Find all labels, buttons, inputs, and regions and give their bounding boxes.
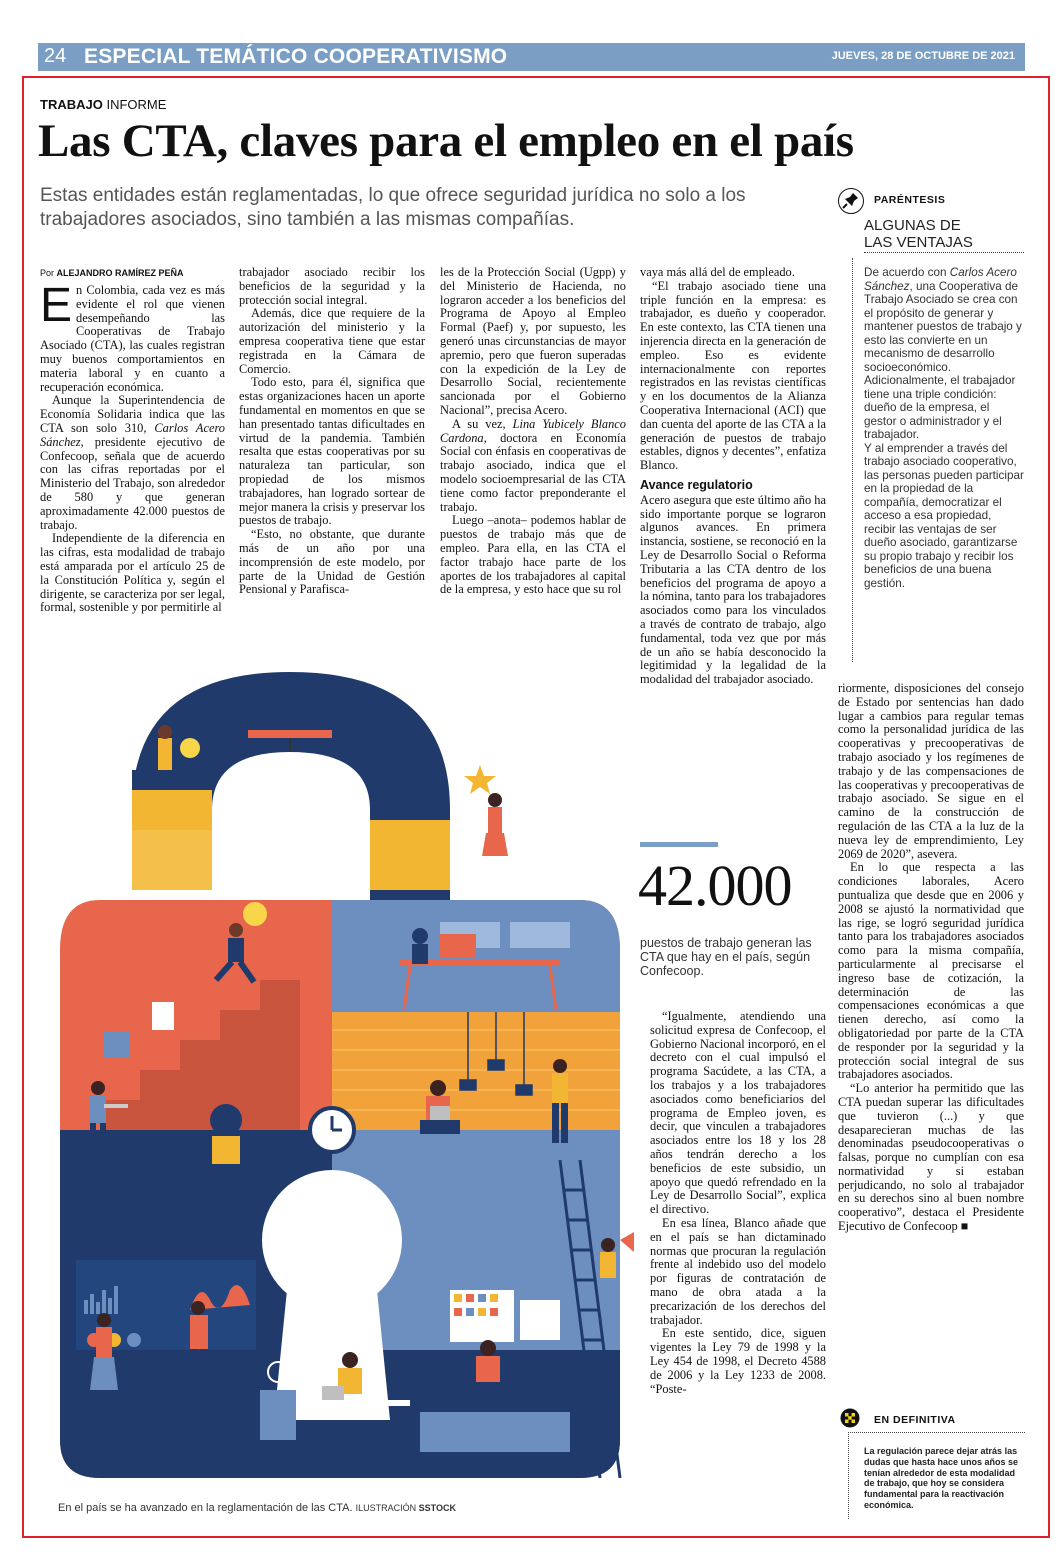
bignum-accent-bar [640, 842, 718, 847]
column-4: vaya más allá del de empleado. “El trabajo asociado tiene una triple función en la empresa: es trabajador, es dueño y cooperador. En este contexto, las CTA tienen una injerencia directa en la generación de empleo. Eso es evidente internacionalmente con reportes registrados en las revistas científicas y en los documentos de la Alianza Cooperativa Internacional (ACI) que dan cuenta del aporte de las CTA a la generación de puestos de trabajo estables, dignos y decentes”, enfatiza Blanco. Avance regulatorio Acero asegura que este último año ha sido importante porque se lograron algunos avances. En primera instancia, sostiene, se reconoció en la Ley de Desarrollo Social o Reforma Tributaria a las CTA dentro de los beneficios del programa de apoyo a la nómina, tanto para los trabajadores asociados como para los vinculados a través de contrato de trabajo, algo fundamental, toda vez que por más de un año se había desconocido la legitimidad y la legalidad de la modalidad del trabajador asociado. [640, 265, 826, 687]
subhead-avance-regulatorio: Avance regulatorio [640, 477, 753, 492]
sidebar-text: De acuerdo con Carlos Acero Sánchez, una Cooperativa de Trabajo Asociado se crea con el propósito de generar y mantener puestos de trabajo y esto las convierte en un mecanismo de desarrollo socioeconómico. Adicionalmente, el trabajador tiene una triple condición: dueño de la empresa, el gestor o administrador y el trabajador. Y al emprender a través del trabajo asociado cooperativo, las personas pueden participar en la propiedad de la compañía, democratizar el acceso a esa propiedad, recibir las ventajas de ser dueño asociado, garantizarse su propio trabajo y recibir los beneficios de una buena gestión. [864, 266, 1024, 590]
author-name: ALEJANDRO RAMÍREZ PEÑA [56, 268, 184, 278]
kicker [40, 97, 166, 112]
kicker-rest: INFORME [102, 97, 167, 112]
big-number: 42.000 [638, 853, 792, 918]
column-2: trabajador asociado recibir los beneficios de la seguridad y la protección social integral. Además, dice que requiere de la autorización del ministerio y la empresa cooperativa tiene que estar registrada en la Cámara de Comercio. Todo esto, para él, significa que estas organizaciones hacen un aporte fundamental en momentos en que se han presentado tantas dificultades en virtud de la pandemia. También resalta que estas cooperativas por su naturaleza tan particular, son propiedad de los mismos trabajadores, han logrado sortear de mejor manera la crisis y preservar los puestos de trabajo. “Esto, no obstante, que durante más de un año por una incomprensión de este modelo, por parte de la Unidad de Gestión Pensional y Parafisca- [239, 265, 425, 597]
drop-cap: E [40, 279, 73, 332]
headline: Las CTA, claves para el empleo en el país [38, 115, 854, 167]
sidebar-vertical-rule [852, 258, 853, 662]
padlock-illustration [40, 660, 640, 1498]
big-number-caption: puestos de trabajo generan las CTA que hay en el país, según Confecoop. [640, 936, 812, 978]
column-1: En Colombia, cada vez es más evidente el rol que vienen desempeñando las Cooperativas de Trabajo Asociado (CTA), las cuales registran muy buenos comportamientos en materia laboral y en cuanto a recuperación económica. Aunque la Superintendencia de Economía Solidaria indica que las CTA son solo 310, Carlos Acero Sánchez, presidente ejecutivo de Confecoop, señala que de acuerdo con las cifras reportadas por el Ministerio del Trabajo, son alrededor de 580 y que generan aproximadamente 42.000 puestos de trabajo. Independiente de la diferencia en las cifras, esta modalidad de trabajo está amparada por el artículo 25 de la Constitución Política y, según el dirigente, se caracteriza por ser legal, formal, sostenible y por permitirle al [40, 279, 226, 615]
kicker-bold: TRABAJO [40, 97, 103, 112]
person-star-shackle [464, 765, 508, 856]
definitiva-label: EN DEFINITIVA [874, 1414, 956, 1426]
sidebar-title: ALGUNAS DE LAS VENTAJAS [864, 217, 973, 251]
page-header-bar [38, 43, 1025, 71]
sidebar-rule [864, 252, 1024, 253]
checker-icon [840, 1408, 860, 1428]
column-3: les de la Protección Social (Ugpp) y del Ministerio de Hacienda, no lograron acceder a los beneficios del Programa de Apoyo al Empleo Formal (Paef) y, por supuesto, les generó unas circunstancias de mayor apremio, pero que fueron superadas con la expedición de la Ley de Desarrollo Social, recientemente sancionada por el Gobierno Nacional”, precisa Acero. A su vez, Lina Yubicely Blanco Cardona, doctora en Economía Social con énfasis en cooperativas de trabajo asociado, indica que el modelo socioempresarial de las CTA tiene como factor preponderante el trabajo. Luego –anota– podemos hablar de puestos de trabajo más que de empleo. Para ella, en las CTA el factor trabajo hace parte de los aportes de los trabajadores al capital de la empresa, y esto hace que su rol [440, 265, 626, 597]
column-4-continued: “Igualmente, atendiendo una solicitud expresa de Confecoop, el Gobierno Nacional incorporó, en el decreto con el cual impulsó el programa Sacúdete, a las CTA, a los trabajos y a los trabajadores asociados como beneficiarios del programa de Empleo joven, es decir, que vinculen a trabajadores asociados entre los 18 y los 28 años tendrán derecho a los beneficios de este subsidio, un apoyo que quedó refrendado en la Ley de Desarrollo Social”, explica el directivo. En esa línea, Blanco añade que en el país se han dictaminado normas que procuran la regulación frente al indebido uso del modelo por figuras de contratación de mano de obra atada a la precarización de los derechos del trabajador. En este sentido, dice, siguen vigentes la Ley 79 de 1998 y la Ley 454 de 1998, el Decreto 4588 de 2006 y la Ley 1233 de 2008. “Poste- [650, 1009, 826, 1396]
deck: Estas entidades están reglamentadas, lo que ofrece seguridad jurídica no solo a los trabajadores asociados, sino también a las mismas compañías. [40, 185, 746, 230]
issue-date: JUEVES, 28 DE OCTUBRE DE 2021 [831, 50, 1015, 62]
byline: Por ALEJANDRO RAMÍREZ PEÑA [40, 268, 184, 278]
column-5: riormente, disposiciones del consejo de Estado por sentencias han dado lugar a cambios para regular temas como la personalidad jurídica de las cooperativas y precooperativas de trabajo asociado y los regímenes de trabajo y de las compensaciones de las cooperativas y precooperativas de trabajo asociado. Se sigue en el camino de la construcción de regulación de las CTA a la luz de la nueva ley de emprendimiento, Ley 2069 de 2020”, asevera. En lo que respecta a las condiciones laborales, Acero puntualiza que desde que en 2006 y 2008 se ajustó la normatividad que las rige, se logró seguridad jurídica tanto para los trabajadores asociados como para la misma compañía, particularmente al precisarse el ingreso base de cotización, la determinación de las compensaciones económicas a que tienen derecho, así como la obligatoriedad por parte de la CTA de responder por la seguridad y la protección social integral de sus trabajadores asociados. “Lo anterior ha permitido que las CTA puedan superar las dificultades que tuvieron (...) y que desaparecieran muchas de las denominadas pseudocooperativas o falsas, porque no cumplían con esa normatividad y si estaban perjudicando, no solo al trabajador en su derechos sino al buen nombre cooperativo”, destaca el Presidente Ejecutivo de Confecoop ■ [838, 681, 1024, 1234]
section-title: ESPECIAL TEMÁTICO COOPERATIVISMO [84, 45, 508, 68]
definitiva-text: La regulación parece dejar atrás las dudas que hasta hace unos años se tenían alrededor de esta modalidad de trabajo, que hoy se considera fundamental para la reactivación económica. [864, 1446, 1019, 1510]
illustration-caption: En el país se ha avanzado en la reglamentación de las CTA. ILUSTRACIÓN SSTOCK [58, 1502, 456, 1514]
page-number: 24 [44, 45, 67, 67]
sidebar-label: PARÉNTESIS [874, 194, 946, 206]
pin-icon [838, 188, 864, 214]
